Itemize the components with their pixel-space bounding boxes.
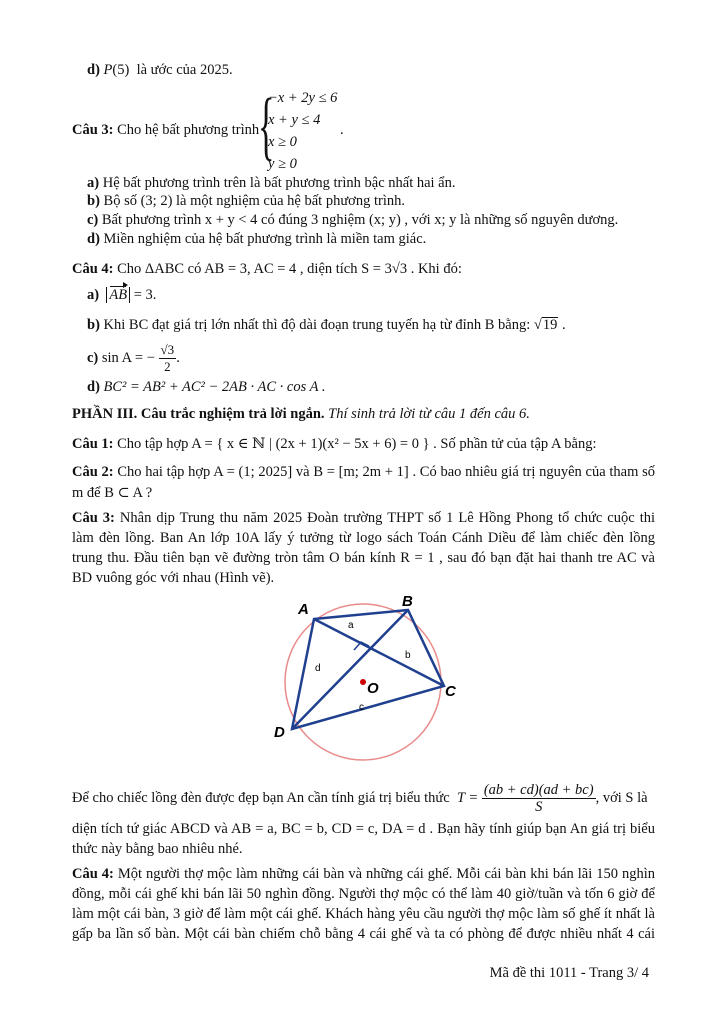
q2-option-d: d) P(5) là ước của 2025. (87, 62, 233, 78)
p3-question-3-after3: thức này bằng bao nhiêu nhé. (72, 841, 243, 857)
system-ineq-3: x ≥ 0 (268, 134, 297, 150)
p3-question-2-line2: m để B ⊂ A ? (72, 485, 153, 501)
p3-question-4-line3: làm một cái bàn, 3 giờ để làm một cái ghế. Khách hàng yêu cầu người thợ mộc làm số ghế ít nhất là (72, 906, 655, 922)
label-o-center: O (367, 680, 379, 697)
q4-option-b: b) Khi BC đạt giá trị lớn nhất thì độ dài đoạn trung tuyến hạ từ đỉnh B bằng: √19 . (87, 317, 566, 333)
system-period: . (340, 122, 344, 138)
p3-question-3-line4: BD vuông góc với nhau (Hình vẽ). (72, 570, 275, 586)
center-point (360, 679, 366, 685)
q3-intro: Câu 3: Cho hệ bất phương trình (72, 122, 260, 138)
system-ineq-1: −x + 2y ≤ 6 (268, 90, 338, 106)
q3-option-d: d) Miền nghiệm của hệ bất phương trình là miền tam giác. (87, 231, 427, 247)
system-brace: { (258, 84, 275, 168)
q4-option-d: d) BC² = AB² + AC² − 2AB · AC · cos A . (87, 379, 326, 395)
label-b-vertex: B (402, 594, 413, 610)
lantern-figure (268, 594, 468, 764)
part3-heading: PHẦN III. Câu trắc nghiệm trả lời ngắn. Thí sinh trả lời từ câu 1 đến câu 6. (72, 406, 530, 422)
p3-question-4-line1: Câu 4: Một người thợ mộc làm những cái bàn và những cái ghế. Mỗi cái bàn khi bán lãi 150 nghìn (72, 866, 655, 882)
label-d-vertex: D (274, 724, 285, 741)
q4-intro: Câu 4: Cho ΔABC có AB = 3, AC = 4 , diện tích S = 3√3 . Khi đó: (72, 261, 462, 277)
label-side-b: b (405, 650, 411, 661)
system-ineq-4: y ≥ 0 (268, 156, 297, 172)
page-footer: Mã đề thi 1011 - Trang 3/ 4 (489, 965, 649, 981)
q3-option-c: c) Bất phương trình x + y < 4 có đúng 3 nghiệm (x; y) , với x; y là những số nguyên dương. (87, 212, 619, 228)
label-a-vertex: A (298, 601, 309, 618)
q4-option-c: c) sin A = − $\frac{√3}{2}$ . (87, 342, 180, 374)
system-ineq-2: x + y ≤ 4 (268, 112, 321, 128)
diagonal-ac (314, 619, 444, 686)
p3-question-1: Câu 1: Cho tập hợp A = { x ∈ ℕ | (2x + 1)(x² − 5x + 6) = 0 } . Số phần tử của tập A bằng: (72, 436, 597, 452)
p3-question-4-line2: đồng, mỗi cái ghế khi bán lãi 50 nghìn đồng. Người thợ mộc có thể làm 40 giờ/tuần và tốn 6 giờ để (72, 886, 655, 902)
p3-question-3-line3: trung thu. Đầu tiên bạn vẽ đường tròn tâm O bán kính R = 1 , sau đó bạn đặt hai thanh tre AC và (72, 550, 655, 566)
label-c-vertex: C (445, 683, 456, 700)
p3-question-3-after2: diện tích tứ giác ABCD và AB = a, BC = b, CD = c, DA = d . Bạn hãy tính giúp bạn An giá trị biểu (72, 821, 655, 837)
p3-question-4-line4: gấp ba lần số bàn. Một cái bàn chiếm chỗ bằng 4 cái ghế và ta có phòng để được nhiều nhất 4 cái (72, 926, 655, 942)
label-side-c: c (359, 702, 364, 713)
label-side-d: d (315, 663, 321, 674)
q4-option-a: a) AB = 3. (87, 287, 157, 303)
p3-question-2-line1: Câu 2: Cho hai tập hợp A = (1; 2025] và B = [m; 2m + 1] . Có bao nhiêu giá trị nguyên của tham số (72, 464, 655, 480)
p3-question-3-line2: làm đèn lồng. Ban An lớp 10A lấy ý tưởng từ logo sách Toán Cánh Diều để làm chiếc đèn lồng (72, 530, 655, 546)
p3-question-3-line1: Câu 3: Nhân dịp Trung thu năm 2025 Đoàn trường THPT số 1 Lê Hồng Phong tổ chức cuộc thi (72, 510, 655, 526)
label-side-a: a (348, 620, 354, 631)
q3-option-a: a) Hệ bất phương trình trên là bất phương trình bậc nhất hai ẩn. (87, 175, 456, 191)
p3-question-3-formula-line: Để cho chiếc lồng đèn được đẹp bạn An cần tính giá trị biểu thức T = $\frac{(ab + cd)(ad + bc)}{S}$ , với S là (72, 782, 648, 816)
q3-option-b: b) Bộ số (3; 2) là một nghiệm của hệ bất phương trình. (87, 193, 405, 209)
